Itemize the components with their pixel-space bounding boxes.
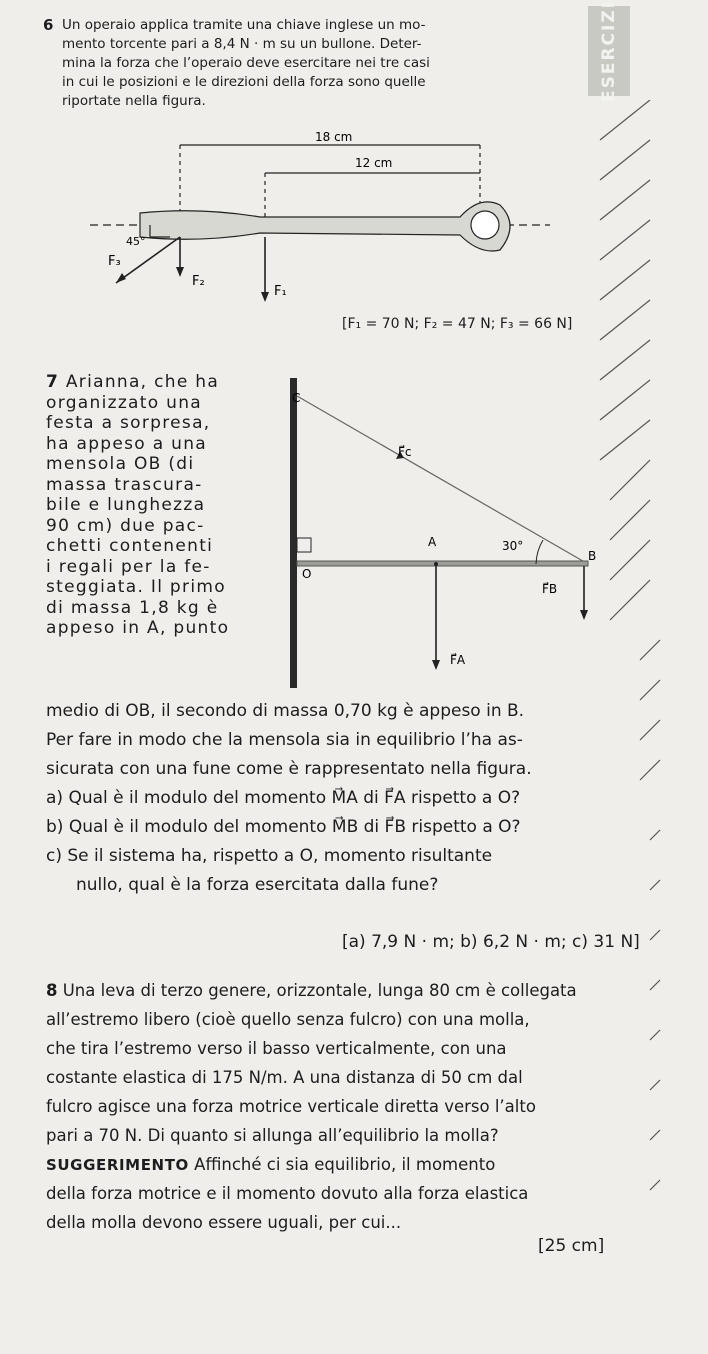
force-label-fb: F⃗B [542,582,558,596]
problem-text-line: 8 Una leva di terzo genere, orizzontale, lunga 80 cm è collegata [46,981,577,1000]
problem-text-line: ha appeso a una [46,433,208,454]
wall [290,378,297,688]
problem-text-line: 90 cm) due pac- [46,515,205,536]
problem-text-line: Un operaio applica tramite una chiave inglese un mo- [62,17,426,33]
problem-text-line: mensola OB (di [46,454,195,474]
problem-text-line: costante elastica di 175 N/m. A una distanza di 50 cm dal [46,1068,523,1087]
problem-text-line: fulcro agisce una forza motrice verticale diretta verso l’alto [46,1097,536,1116]
problem-7-intro [46,372,276,639]
shelf-bar [297,561,588,566]
problem-8 [46,976,646,1237]
problem-8-answer: [25 cm] [538,1236,605,1256]
problem-text-line: 7 Arianna, che ha [46,372,220,392]
problem-text-line: riportate nella figura. [62,93,206,109]
problem-text-line: in cui le posizioni e le direzioni della forza sono quelle [62,74,426,90]
problem-number: 7 [46,372,60,392]
force-label-f1: F₁ [274,284,287,299]
problem-text-line: mento torcente pari a 8,4 N · m su un bullone. Deter- [62,36,422,52]
question-b: b) Qual è il modulo del momento M⃗B di F⃗B rispetto a O? [46,817,521,837]
problem-7-answer: [a) 7,9 N · m; b) 6,2 N · m; c) 31 N] [342,932,640,952]
problem-number: 6 [43,16,54,34]
problem-text-line: bile e lunghezza [46,495,206,515]
problem-text-line: massa trascura- [46,474,203,495]
point-label-c: C [292,391,301,405]
problem-text-line: mina la forza che l’operaio deve esercitare nei tre casi [62,55,430,71]
problem-text-line: steggiata. Il primo [46,577,226,597]
angle-label: 30° [502,539,524,553]
problem-text-line: organizzato una [46,392,202,413]
problem-text-line: che tira l’estremo verso il basso verticalmente, con una [46,1039,507,1058]
question-a: a) Qual è il modulo del momento M⃗A di F⃗A rispetto a O? [46,788,521,808]
point-label-o: O [302,567,312,581]
problem-text-line: medio di OB, il secondo di massa 0,70 kg è appeso in B. [46,701,525,721]
angle-label: 45° [126,235,146,248]
section-tab [588,0,630,103]
force-label-f3: F₃ [108,254,121,269]
question-c-continued: nullo, qual è la forza esercitata dalla fune? [76,875,439,895]
hint-line: SUGGERIMENTO Affinché ci sia equilibrio, il momento [46,1155,496,1174]
problem-number: 8 [46,981,58,1000]
rope [297,396,588,564]
problem-6 [43,16,572,111]
question-c: c) Se il sistema ha, rispetto a O, momento risultante [46,846,493,866]
dimension-label-inner: 12 cm [355,156,393,170]
problem-text-line: i regali per la fe- [46,556,211,577]
problem-6-answer: [F₁ = 70 N; F₂ = 47 N; F₃ = 66 N] [342,316,573,332]
problem-text-line: di massa 1,8 kg è [46,597,219,618]
problem-text-line: pari a 70 N. Di quanto si allunga all’equilibrio la molla? [46,1126,499,1145]
section-tab-label: ESERCIZI [599,0,619,103]
problem-text-line: sicurata con una fune come è rappresentato nella figura. [46,759,532,779]
problem-text-line: chetti contenenti [46,536,214,556]
problem-7-body [46,697,646,900]
force-label-f2: F₂ [192,274,205,289]
point-label-a: A [428,535,437,549]
problem-text-line: festa a sorpresa, [46,413,211,433]
force-label-fc: F⃗c [398,445,412,459]
shelf-figure [288,378,608,688]
wrench-figure [80,125,580,315]
problem-text-line: Per fare in modo che la mensola sia in equilibrio l’ha as- [46,730,523,750]
hint-label: SUGGERIMENTO [46,1156,189,1174]
problem-text-line: all’estremo libero (cioè quello senza fulcro) con una molla, [46,1010,530,1029]
point-label-b: B [588,549,597,563]
hint-line: della molla devono essere uguali, per cui... [46,1213,402,1232]
hint-line: della forza motrice e il momento dovuto alla forza elastica [46,1184,529,1203]
force-label-fa: F⃗A [450,653,466,667]
dimension-label-outer: 18 cm [315,130,353,144]
problem-text-line: appeso in A, punto [46,618,230,638]
